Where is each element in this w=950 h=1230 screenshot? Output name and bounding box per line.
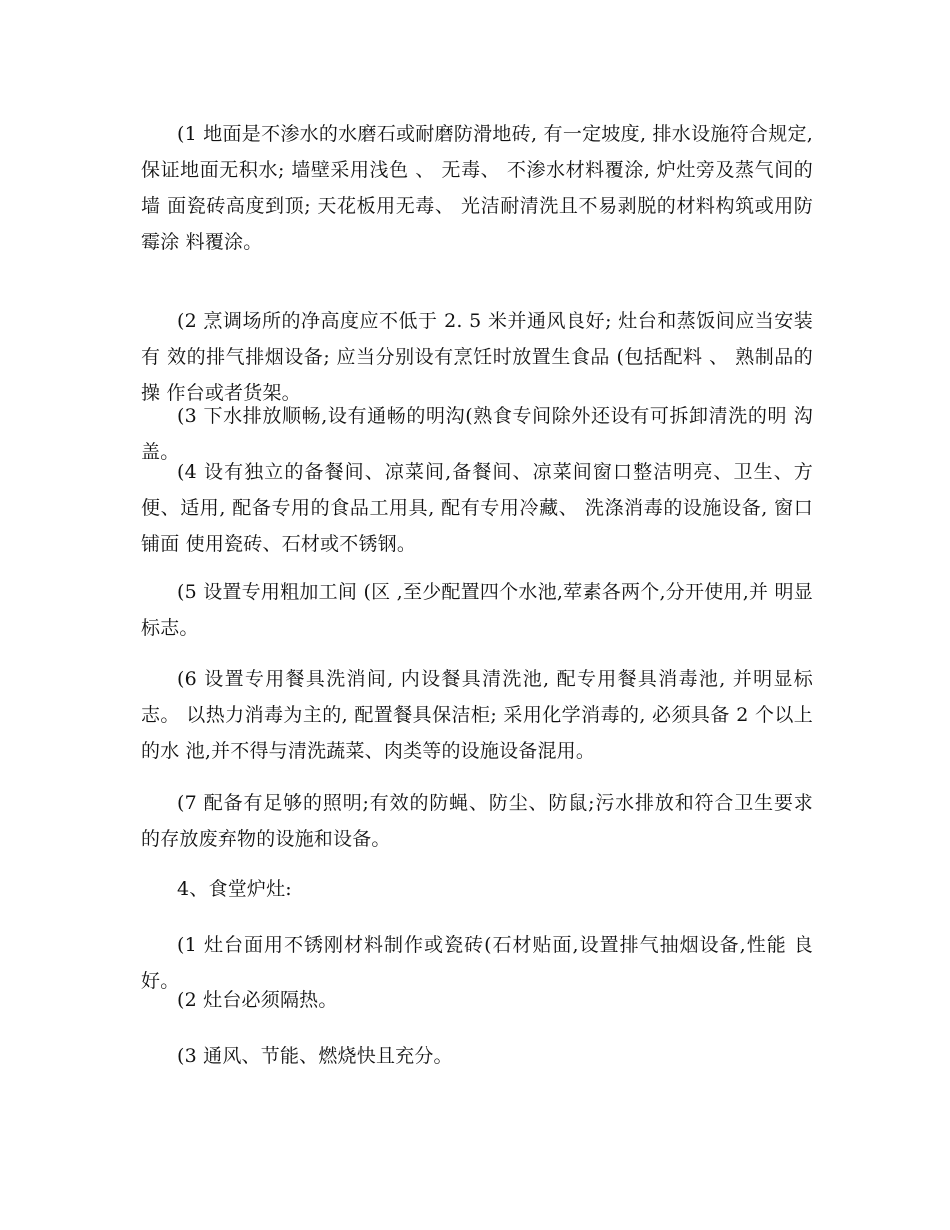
paragraph-lighting-pest-control: (7 配备有足够的照明;有效的防蝇、防尘、防鼠;污水排放和符合卫生要求 的存放废弃物的设施和设备。: [141, 792, 813, 850]
section-heading-stoves: 4、食堂炉灶:: [177, 878, 292, 900]
paragraph-stove-insulation: (2 灶台必须隔热。: [177, 989, 338, 1011]
paragraph-rough-processing: (5 设置专用粗加工间 (区 ,至少配置四个水池,荤素各两个,分开使用,并 明显标志。: [141, 581, 813, 639]
paragraph-drainage: (3 下水排放顺畅,设有通畅的明沟(熟食专间除外还设有可拆卸清洗的明 沟盖。: [141, 405, 813, 463]
paragraph-floor-walls-ceiling: (1 地面是不渗水的水磨石或耐磨防滑地砖, 有一定坡度, 排水设施符合规定, 保证地面无积水; 墙壁采用浅色 、 无毒、 不渗水材料覆涂, 炉灶旁及蒸气间的墙 面瓷砖高度到顶; 天花板用无毒、 光洁耐清洗且不易剥脱的材料构筑或用防霉涂 料覆涂。: [141, 123, 813, 253]
paragraph-tableware-disinfection: (6 设置专用餐具洗消间, 内设餐具清洗池, 配专用餐具消毒池, 并明显标志。 以热力消毒为主的, 配置餐具保洁柜; 采用化学消毒的, 必须具备 2 个以上的水 池,并不得与清洗蔬菜、肉类等的设施设备混用。: [141, 668, 813, 762]
paragraph-cooking-area-height: (2 烹调场所的净高度应不低于 2. 5 米并通风良好; 灶台和蒸饭间应当安装有 效的排气排烟设备; 应当分别设有烹饪时放置生食品 (包括配料 、 熟制品的操 作台或者货架。: [141, 310, 813, 404]
paragraph-serving-room: (4 设有独立的备餐间、凉菜间,备餐间、凉菜间窗口整洁明亮、卫生、方便、适用, 配备专用的食品工用具, 配有专用冷藏、 洗涤消毒的设施设备, 窗口铺面 使用瓷砖、石材或不锈钢。: [141, 461, 813, 555]
paragraph-stove-ventilation: (3 通风、节能、燃烧快且充分。: [177, 1045, 453, 1067]
paragraph-stove-surface: (1 灶台面用不锈刚材料制作或瓷砖(石材贴面,设置排气抽烟设备,性能 良好。: [141, 934, 813, 992]
